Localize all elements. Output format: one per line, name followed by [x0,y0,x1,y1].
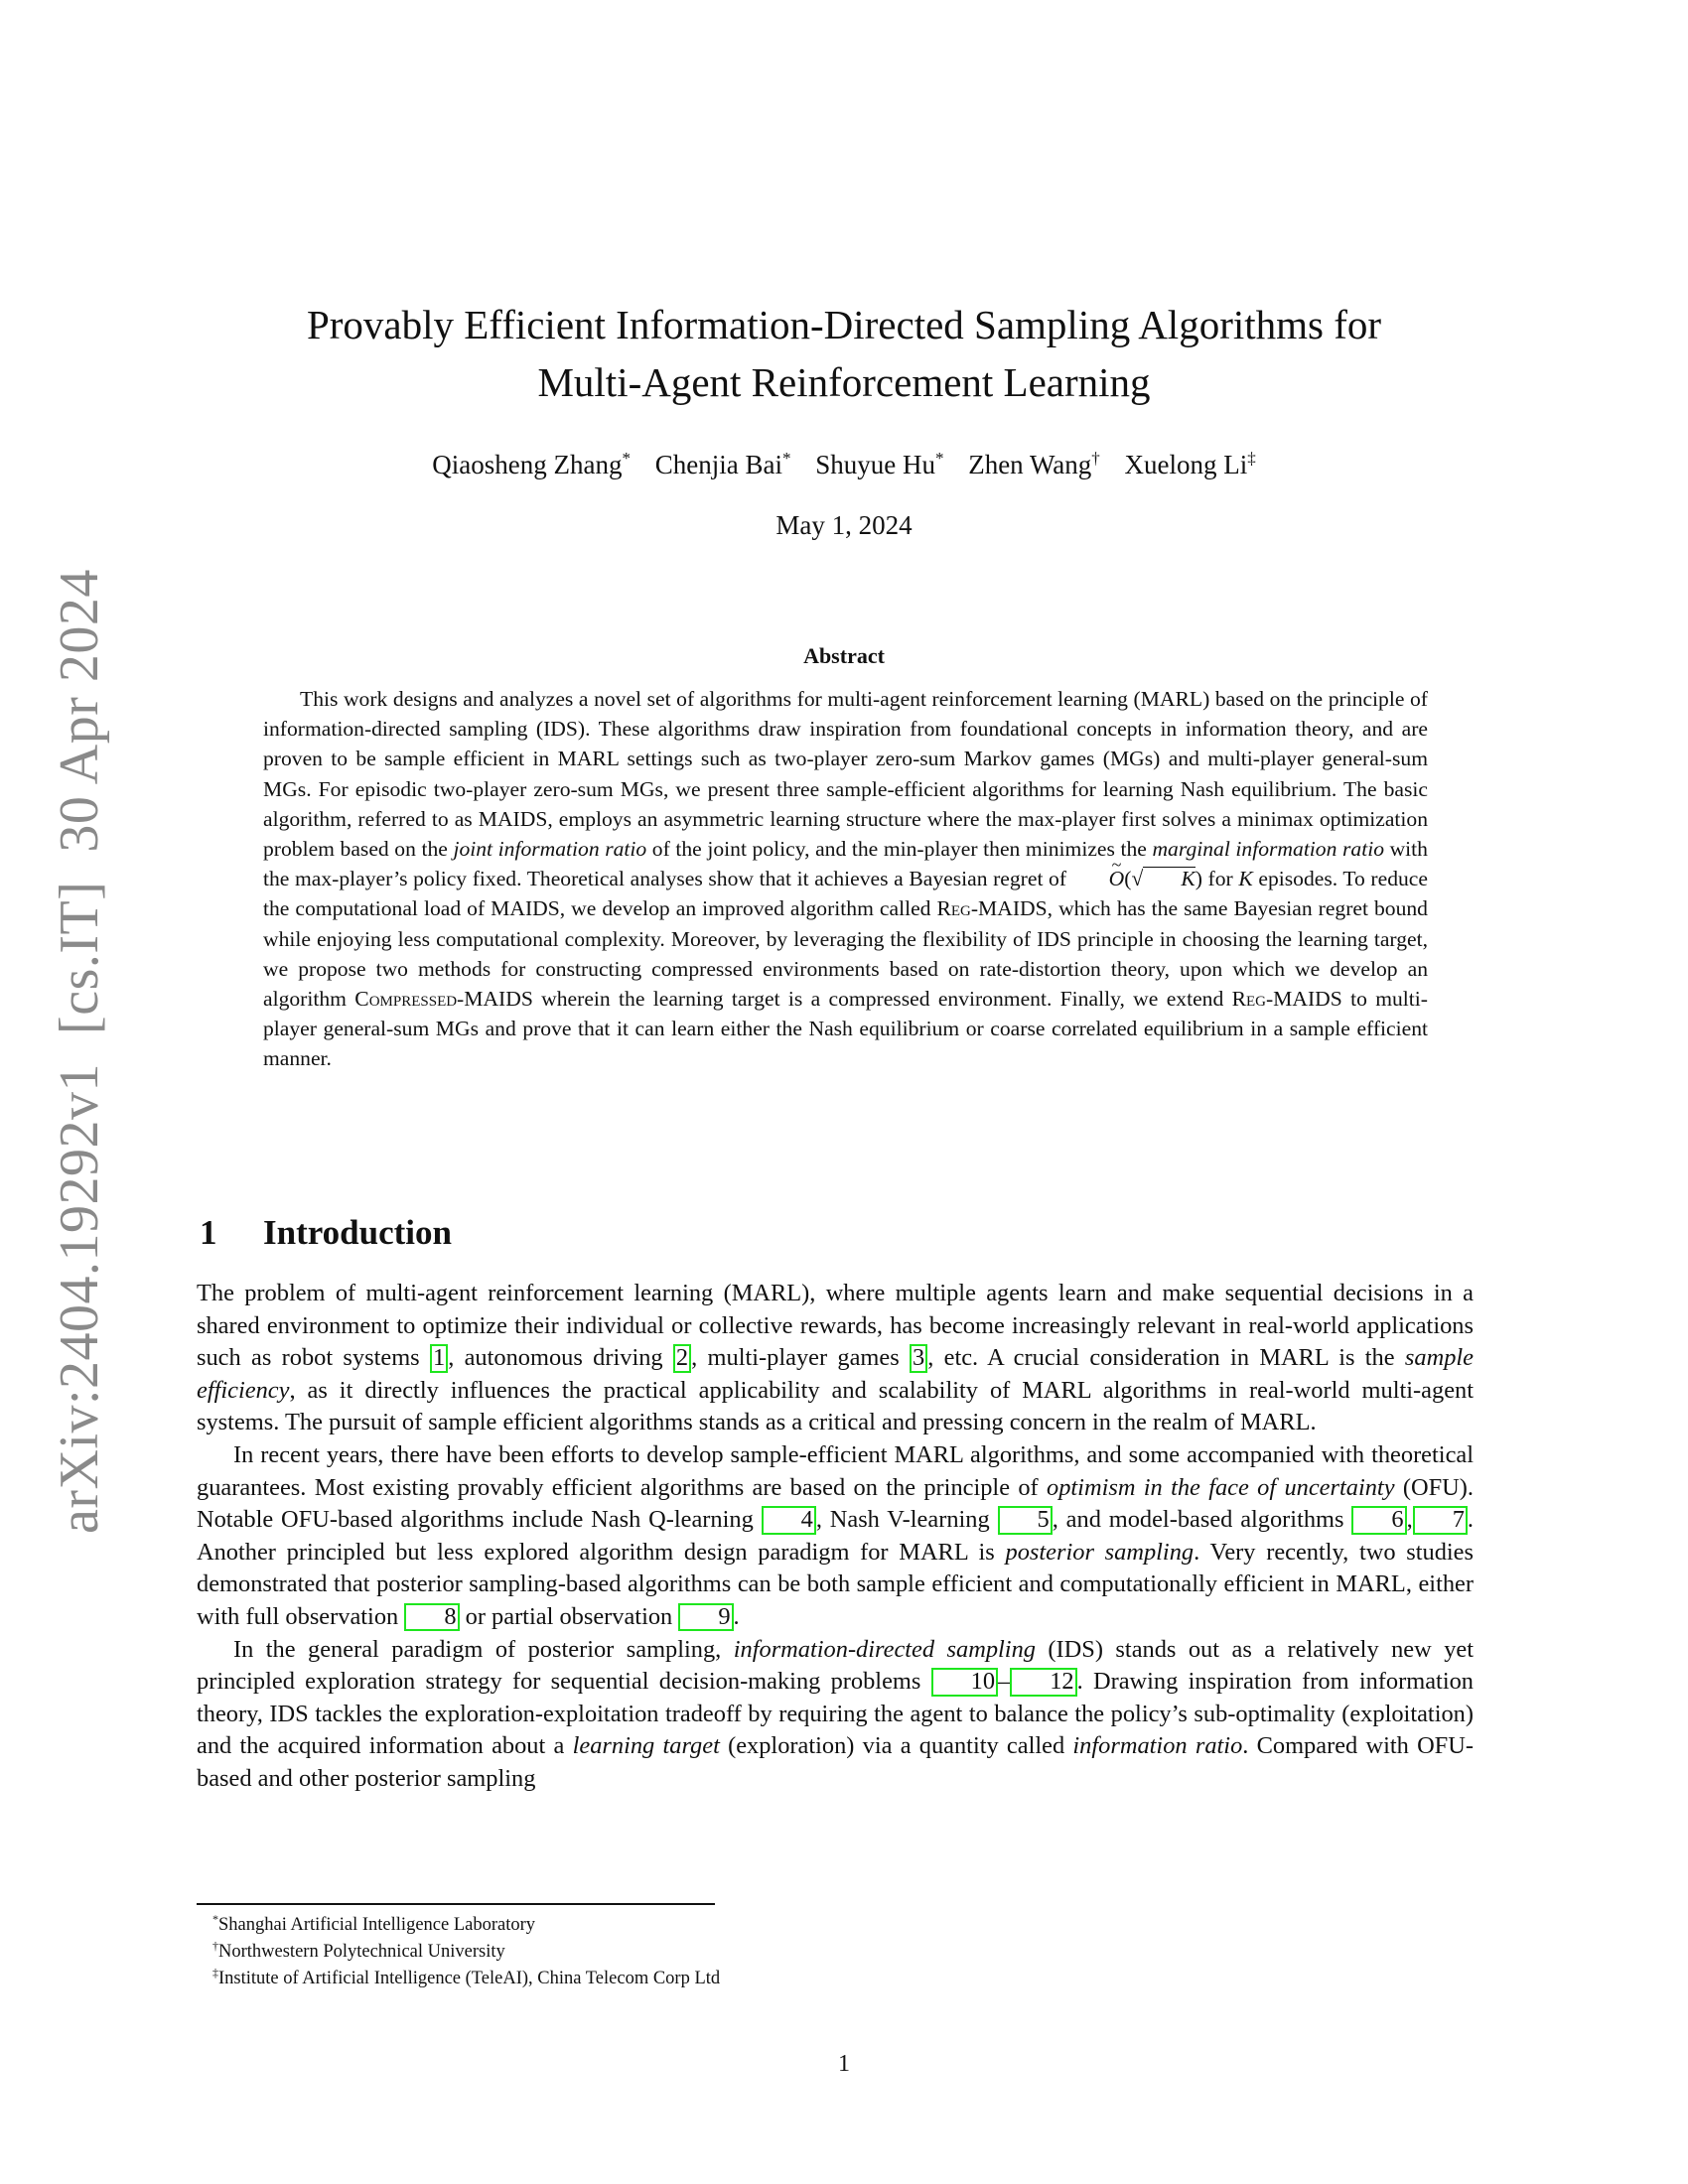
paper-date: May 1, 2024 [775,510,913,540]
arxiv-category: [cs.IT] [49,881,110,1034]
author: Zhen Wang† [968,449,1100,479]
citation-link[interactable]: 7 [1413,1506,1468,1534]
abstract-body [263,684,1428,1074]
intro-paragraph-3: In the general paradigm of posterior sampling, information-directed sampling (IDS) stands out as a relatively new yet principled exploration strategy for sequential decision-making problems 10 – 12 . Drawing inspiration from information theory, IDS tackles the exploration-exploitation tradeoff by requiring the agent to balance the policy’s sub-optimality (exploitation) and the acquired information about a learning target (exploration) via a quantity called information ratio. Compared with OFU-based and other posterior sampling [197,1635,1474,1792]
introduction-body [197,1278,1474,1796]
math-o-tilde: ~ O [1072,864,1125,893]
footnote-divider [197,1903,715,1905]
citation-link[interactable]: 6 [1351,1506,1406,1534]
author-list [0,449,1688,480]
section-heading-introduction [200,1213,452,1253]
author: Xuelong Li‡ [1124,449,1256,479]
footnote: †Northwestern Polytechnical University [212,1939,505,1963]
citation-link[interactable]: 10 [931,1668,998,1696]
author: Qiaosheng Zhang* [432,449,631,479]
page-number: 1 [838,2051,850,2077]
arxiv-sidebar-stamp [48,569,111,1534]
citation-link[interactable]: 12 [1010,1668,1076,1696]
abstract-paragraph: This work designs and analyzes a novel set of algorithms for multi-agent reinforcement learning (MARL) based on the principle of information-directed sampling (IDS). These algorithms draw inspiration from foundational concepts in information theory, and are proven to be sample efficient in MARL settings such as two-player zero-sum Markov games (MGs) and multi-player general-sum MGs. For episodic two-player zero-sum MGs, we present three sample-efficient algorithms for learning Nash equilibrium. The basic algorithm, referred to as MAIDS, employs an asymmetric learning structure where the max-player first solves a minimax optimization problem based on the joint information ratio of the joint policy, and the min-player then minimizes the marginal information ratio with the max-player’s policy fixed. Theoretical analyses show that it achieves a Bayesian regret of ~ O(√ K) for K episodes. To reduce the computational load of MAIDS, we develop an improved algorithm called Reg-MAIDS, which has the same Bayesian regret bound while enjoying less computational complexity. Moreover, by leveraging the flexibility of IDS principle in choosing the learning target, we propose two methods for constructing compressed environments based on rate-distortion theory, upon which we develop an algorithm Compressed-MAIDS wherein the learning target is a compressed environment. Finally, we extend Reg-MAIDS to multi-player general-sum MGs and prove that it can learn either the Nash equilibrium or coarse correlated equilibrium in a sample efficient manner. [263,684,1428,1074]
title-line-1: Provably Efficient Information-Directed Sampling Algorithms for [306,302,1382,347]
citation-link[interactable]: 2 [673,1344,691,1372]
abstract-heading: Abstract [803,643,885,668]
citation-link[interactable]: 4 [762,1506,816,1534]
citation-link[interactable]: 3 [910,1344,927,1372]
citation-link[interactable]: 1 [430,1344,448,1372]
footnote: ‡Institute of Artificial Intelligence (TeleAI), China Telecom Corp Ltd [212,1966,721,1989]
section-number: 1 [200,1213,217,1252]
citation-link[interactable]: 8 [404,1603,459,1631]
title-line-2: Multi-Agent Reinforcement Learning [537,359,1151,405]
arxiv-date: 30 Apr 2024 [49,569,110,853]
author: Shuyue Hu* [815,449,944,479]
author: Chenjia Bai* [654,449,791,479]
citation-link[interactable]: 9 [678,1603,733,1631]
footnote: *Shanghai Artificial Intelligence Laboratory [212,1912,536,1936]
arxiv-id: arXiv:2404.19292v1 [49,1062,110,1534]
intro-paragraph-1: The problem of multi-agent reinforcement learning (MARL), where multiple agents learn and make sequential decisions in a shared environment to optimize their individual or collective rewards, has become increasingly relevant in real-world applications such as robot systems 1 , autonomous driving 2 , multi-player games 3 , etc. A crucial consideration in MARL is the sample efficiency, as it directly influences the practical applicability and scalability of MARL algorithms in real-world multi-agent systems. The pursuit of sample efficient algorithms stands as a critical and pressing concern in the realm of MARL. [197,1280,1474,1436]
paper-title [0,296,1688,411]
intro-paragraph-2: In recent years, there have been efforts to develop sample-efficient MARL algorithms, and some accompanied with theoretical guarantees. Most existing provably efficient algorithms are based on the principle of optimism in the face of uncertainty (OFU). Notable OFU-based algorithms include Nash Q-learning 4 , Nash V-learning 5 , and model-based algorithms 6 , 7 . Another principled but less explored algorithm design paradigm for MARL is posterior sampling. Very recently, two studies demonstrated that posterior sampling-based algorithms can be both sample efficient and computationally efficient in MARL, either with full observation 8 or partial observation 9 . [197,1440,1474,1630]
citation-link[interactable]: 5 [998,1506,1053,1534]
section-title: Introduction [263,1213,452,1252]
